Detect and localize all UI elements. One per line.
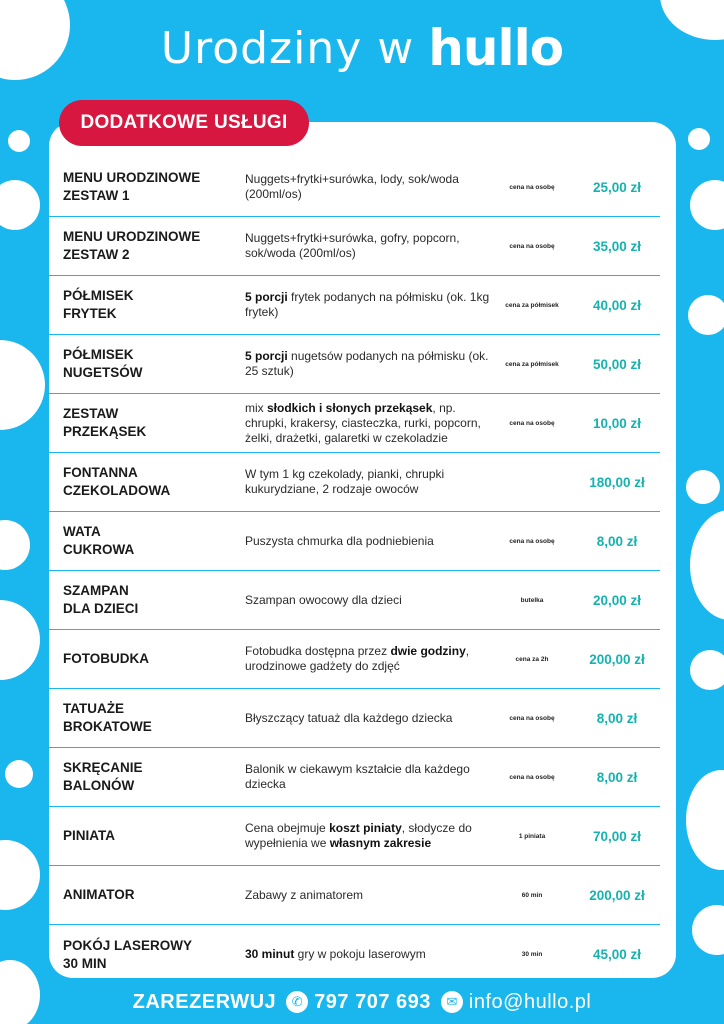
service-row — [49, 217, 660, 276]
service-name: SKRĘCANIE BALONÓW — [63, 760, 143, 793]
service-description — [245, 467, 495, 497]
price-unit: cena na osobę — [509, 419, 555, 427]
service-row — [49, 866, 660, 925]
page-header — [0, 18, 724, 78]
bubble-decoration — [686, 470, 720, 504]
service-row — [49, 394, 660, 453]
service-description — [245, 593, 495, 608]
service-row — [49, 748, 660, 807]
service-description — [245, 762, 495, 792]
bubble-decoration — [686, 770, 724, 870]
service-description — [245, 290, 495, 320]
description-text: mix — [245, 400, 267, 415]
service-row — [49, 453, 660, 512]
description-text: Zabawy z animatorem — [245, 887, 364, 902]
service-name: FONTANNA CZEKOLADOWA — [63, 465, 171, 498]
service-name: PÓŁMISEK NUGETSÓW — [63, 347, 143, 380]
price-unit: cena na osobę — [509, 242, 555, 250]
service-row — [49, 335, 660, 394]
service-row — [49, 689, 660, 748]
description-text: frytek podanych na półmisku (ok. 1kg frytek) — [245, 290, 490, 319]
price-unit: butelka — [520, 596, 544, 604]
description-text: Szampan owocowy dla dzieci — [245, 592, 402, 607]
bubble-decoration — [8, 130, 30, 152]
email-address[interactable]: info@hullo.pl — [468, 990, 592, 1013]
bubble-decoration — [0, 180, 40, 230]
description-emphasis: koszt piniaty — [329, 821, 402, 835]
service-description — [245, 888, 495, 903]
service-name: POKÓJ LASEROWY 30 MIN — [63, 937, 193, 971]
price-unit: cena na osobę — [509, 773, 555, 781]
reserve-cta[interactable]: ZAREZERWUJ — [132, 990, 277, 1013]
service-name: MENU URODZINOWE ZESTAW 2 — [63, 229, 201, 262]
service-price: 8,00 zł — [596, 533, 638, 549]
bubble-decoration — [688, 295, 724, 335]
bubble-decoration — [0, 520, 30, 570]
services-list — [49, 158, 660, 984]
price-unit: cena na osobę — [509, 714, 555, 722]
bubble-decoration — [690, 510, 724, 620]
service-row — [49, 807, 660, 866]
bubble-decoration — [690, 650, 724, 690]
service-row — [49, 630, 660, 689]
service-price: 35,00 zł — [592, 238, 642, 254]
price-unit: cena za półmisek — [505, 360, 559, 368]
service-price: 200,00 zł — [589, 651, 645, 667]
phone-icon: ✆ — [286, 991, 308, 1013]
service-description — [245, 821, 495, 851]
description-text: Balonik w ciekawym kształcie dla każdego dziecka — [245, 762, 470, 791]
description-text: Cena obejmuje — [245, 821, 330, 835]
price-unit: cena za półmisek — [505, 301, 559, 309]
service-description — [245, 711, 495, 726]
description-text: W tym 1 kg czekolady, pianki, chrupki kukurydziane, 2 rodzaje owoców — [245, 467, 445, 496]
service-name: TATUAŻE BROKATOWE — [63, 701, 152, 734]
description-text: Nuggets+frytki+surówka, lody, sok/woda (200ml/os) — [245, 172, 459, 201]
service-name: SZAMPAN DLA DZIECI — [63, 583, 139, 616]
bubble-decoration — [5, 760, 33, 788]
service-description — [245, 172, 495, 202]
bubble-decoration — [0, 340, 45, 430]
service-price: 25,00 zł — [592, 179, 642, 195]
mail-icon: ✉ — [441, 991, 463, 1013]
service-price: 40,00 zł — [592, 297, 642, 313]
service-description — [245, 644, 495, 674]
service-description — [245, 349, 495, 379]
description-emphasis: 5 porcji — [245, 290, 288, 304]
service-price: 50,00 zł — [592, 356, 642, 372]
description-text: Nuggets+frytki+surówka, gofry, popcorn, sok/woda (200ml/os) — [245, 231, 460, 260]
bubble-decoration — [688, 128, 710, 150]
hullo-logo: hullo — [428, 19, 564, 77]
service-price: 45,00 zł — [592, 947, 642, 962]
service-name: ANIMATOR — [63, 887, 135, 902]
description-text: nugetsów podanych na półmisku (ok. 25 sztuk) — [245, 349, 489, 378]
description-emphasis: słodkich i słonych przekąsek — [267, 400, 433, 415]
price-unit: 1 piniata — [518, 832, 546, 840]
service-row — [49, 512, 660, 571]
bubble-decoration — [0, 840, 40, 910]
description-emphasis: dwie godziny — [390, 644, 466, 658]
service-name: PÓŁMISEK FRYTEK — [63, 288, 134, 321]
description-text: , słodycze do wypełnienia we — [245, 821, 472, 850]
service-price: 8,00 zł — [596, 769, 638, 785]
service-price: 8,00 zł — [596, 710, 638, 726]
service-row — [49, 158, 660, 217]
service-name: ZESTAW PRZEKĄSEK — [63, 406, 147, 439]
service-row — [49, 276, 660, 335]
service-name: MENU URODZINOWE ZESTAW 1 — [63, 170, 201, 203]
description-emphasis: 5 porcji — [245, 349, 288, 363]
service-price: 200,00 zł — [589, 887, 645, 903]
service-price: 180,00 zł — [589, 474, 645, 490]
service-price: 70,00 zł — [592, 828, 642, 844]
description-text: Puszysta chmurka dla podniebienia — [245, 533, 434, 548]
service-price: 10,00 zł — [592, 415, 642, 431]
bubble-decoration — [692, 905, 724, 955]
service-price: 20,00 zł — [592, 592, 642, 608]
bubble-decoration — [690, 180, 724, 230]
service-description — [245, 947, 495, 962]
page-title: Urodziny w — [160, 22, 415, 74]
price-unit: 60 min — [521, 891, 543, 899]
service-name: FOTOBUDKA — [63, 651, 149, 666]
description-text: , np. chrupki, krakersy, ciasteczka, rurki, popcorn, żelki, drażetki, galaretki w czekoladzie — [245, 400, 481, 445]
price-unit: cena na osobę — [509, 183, 555, 191]
footer — [0, 984, 724, 1020]
service-description — [245, 401, 495, 446]
service-row — [49, 925, 660, 984]
service-description — [245, 534, 495, 549]
service-name: WATA CUKROWA — [63, 524, 135, 557]
price-unit: cena za 2h — [515, 655, 549, 663]
description-emphasis: 30 minut — [245, 947, 295, 961]
service-name: PINIATA — [63, 828, 115, 843]
description-emphasis: własnym zakresie — [329, 836, 432, 850]
description-text: , urodzinowe gadżety do zdjęć — [245, 644, 470, 673]
description-text: Fotobudka dostępna przez — [245, 644, 391, 658]
bubble-decoration — [0, 600, 40, 680]
price-unit: 30 min — [521, 951, 543, 958]
section-badge: DODATKOWE USŁUGI — [59, 100, 309, 146]
description-text: Błyszczący tatuaż dla każdego dziecka — [245, 710, 453, 725]
price-unit: cena na osobę — [509, 537, 555, 545]
description-text: gry w pokoju laserowym — [294, 947, 426, 961]
service-description — [245, 231, 495, 261]
service-row — [49, 571, 660, 630]
phone-number[interactable]: 797 707 693 — [314, 990, 431, 1013]
